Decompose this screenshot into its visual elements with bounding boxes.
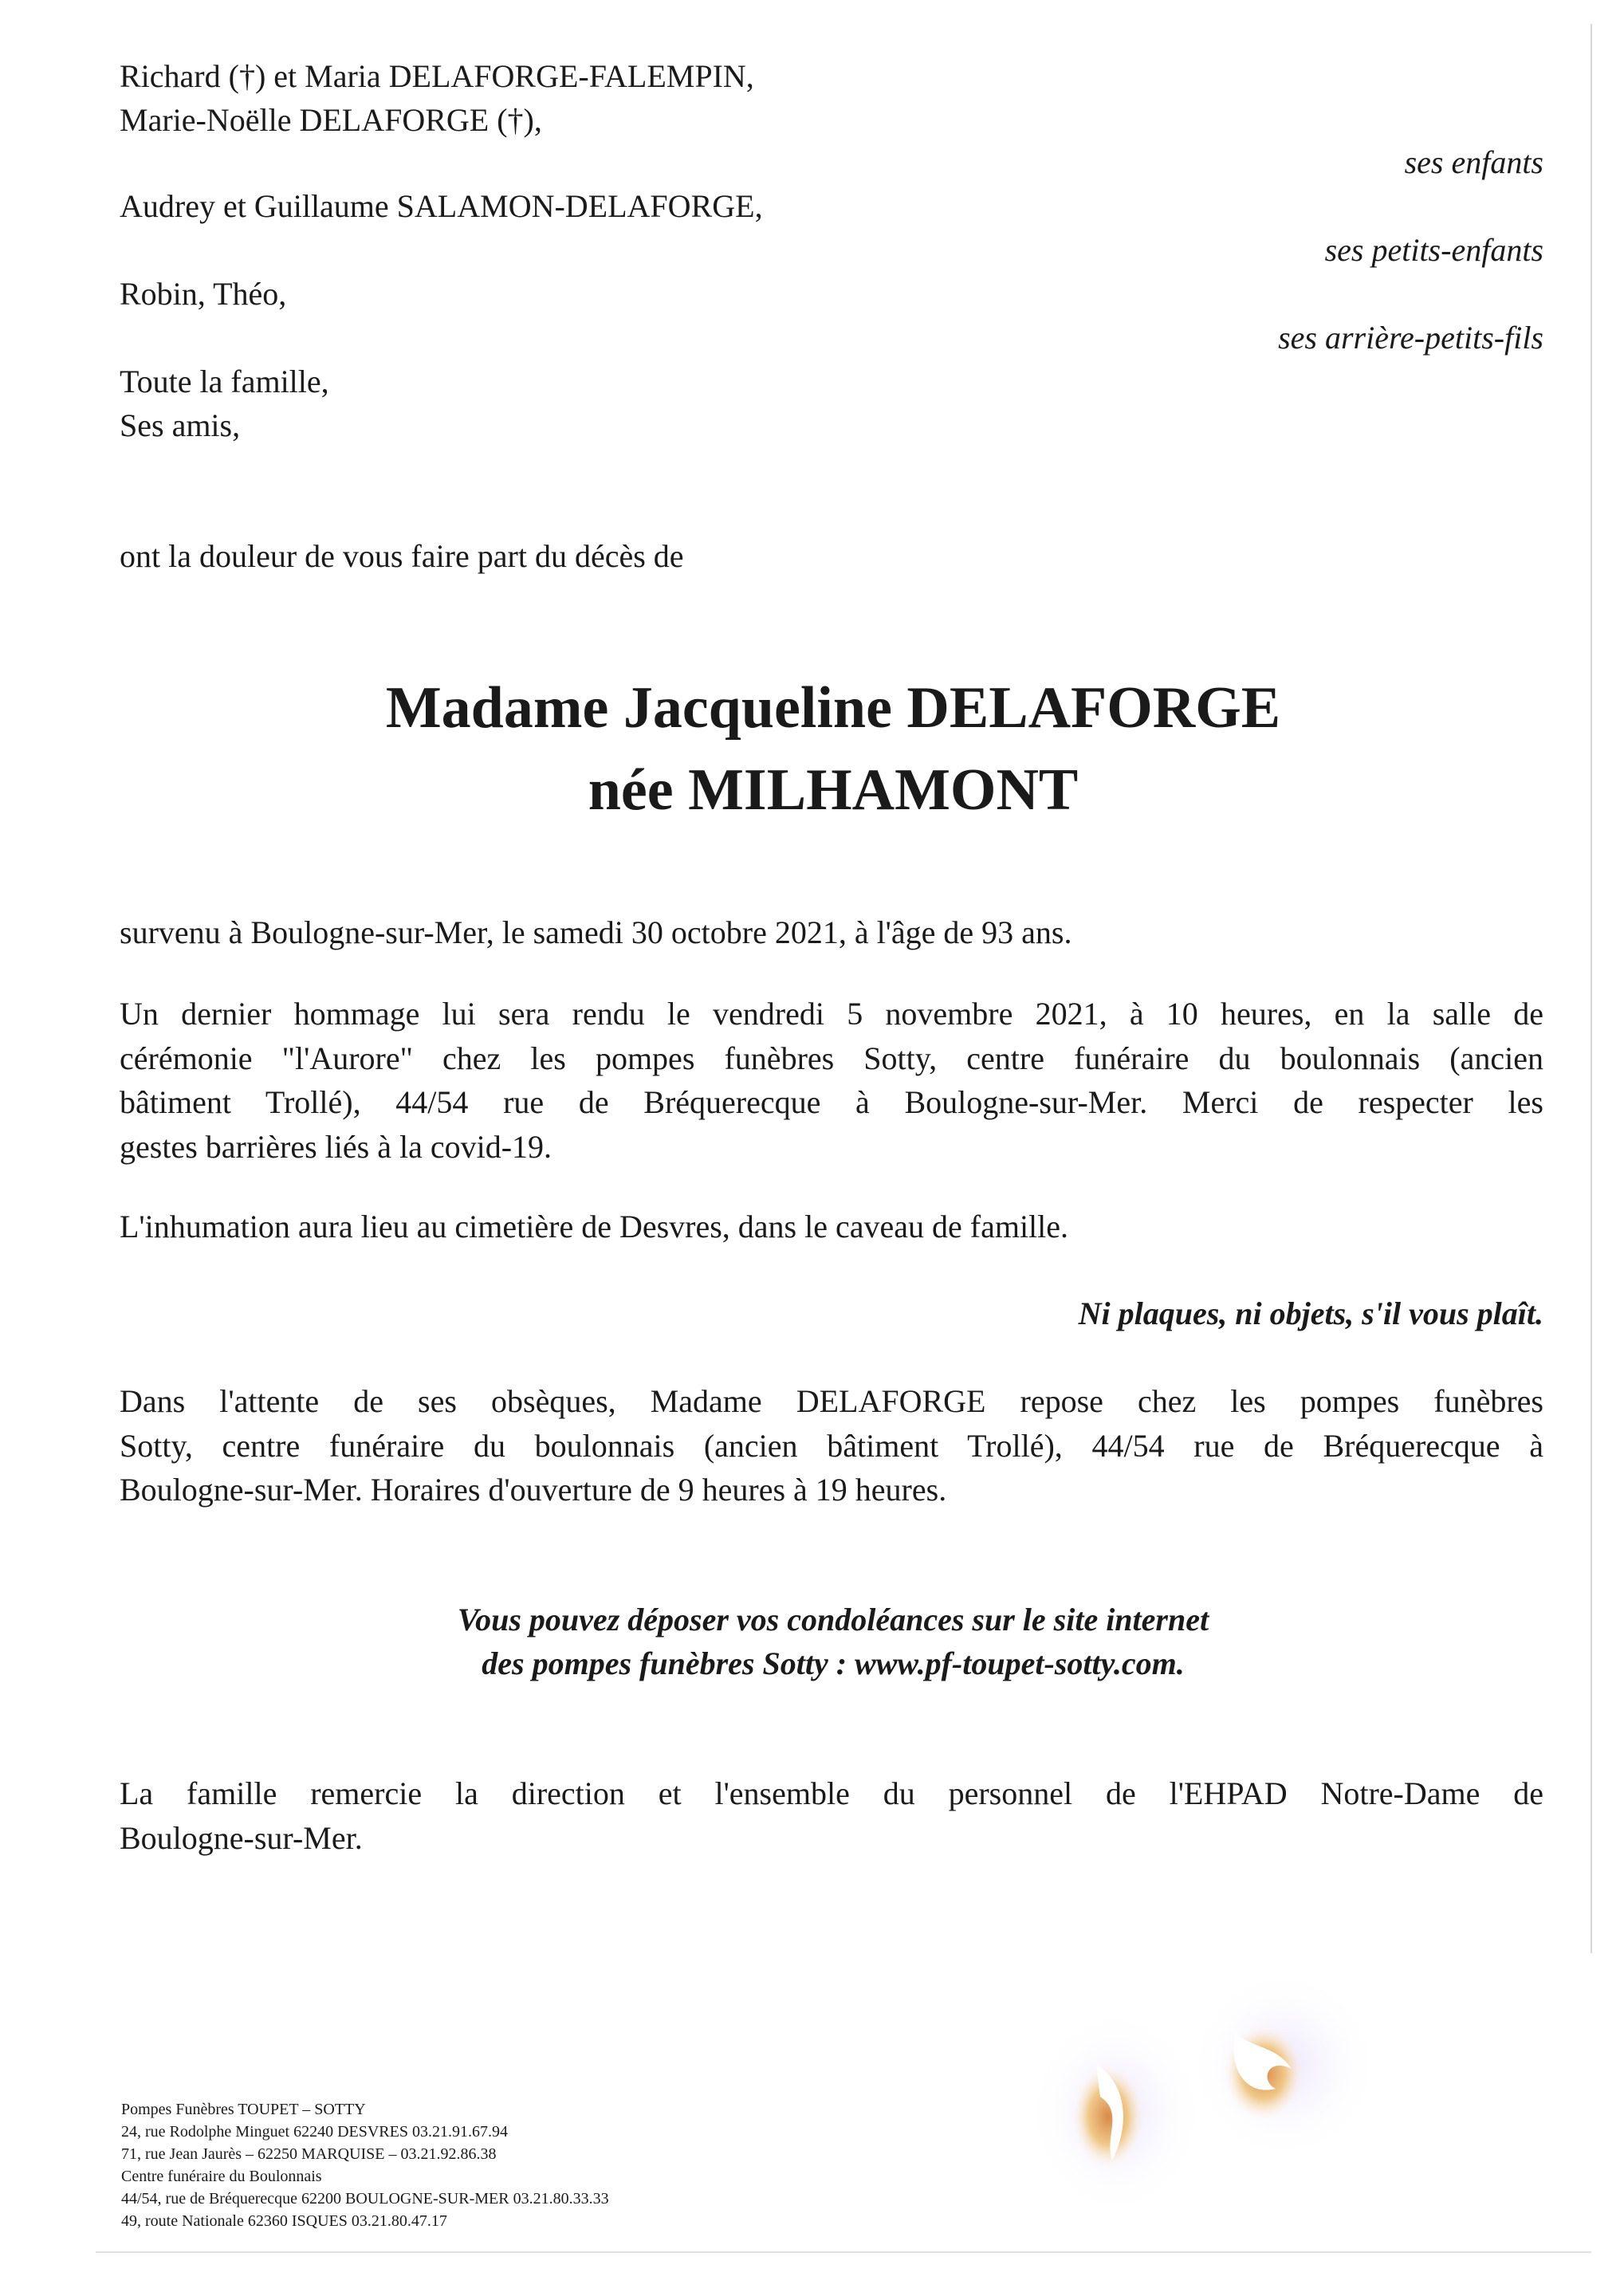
ceremony-line: gestes barrières liés à la covid-19. (120, 1128, 552, 1165)
deceased-name: Madame Jacqueline DELAFORGE (385, 675, 1281, 741)
death-text: survenu à Boulogne-sur-Mer, le samedi 30 octobre 2021, à l'âge de 93 ans. (120, 914, 1072, 950)
orchid-right (1188, 1977, 1379, 2160)
role-children: ses enfants (1404, 144, 1543, 180)
thanks-line: La famille remercie la direction et l'ensemble du personnel de l'EHPAD Notre-Dame de (120, 1775, 1543, 1811)
ceremony-line: bâtiment Trollé), 44/54 rue de Bréquerecque à Boulogne-sur-Mer. Merci de respecter les (120, 1084, 1543, 1120)
family-line: Ses amis, (120, 407, 241, 443)
viewing-line: Sotty, centre funéraire du boulonnais (ancien bâtiment Trollé), 44/54 rue de Bréquerecque à (120, 1427, 1543, 1464)
condolences-line: des pompes funèbres Sotty : www.pf-toupet-sotty.com. (482, 1645, 1185, 1681)
thanks-line: Boulogne-sur-Mer. (120, 1819, 363, 1856)
intro-text: ont la douleur de vous faire part du décès de (120, 538, 684, 574)
orchid-left (1036, 2009, 1204, 2216)
viewing-line: Dans l'attente de ses obsèques, Madame DELAFORGE repose chez les pompes funèbres (120, 1383, 1543, 1419)
ceremony-paragraph (120, 992, 1543, 1169)
footer-line: Centre funéraire du Boulonnais (121, 2168, 322, 2185)
orchid-flowers-image (1036, 1977, 1624, 2296)
ceremony-line: Un dernier hommage lui sera rendu le vendredi 5 novembre 2021, à 10 heures, en la salle de (120, 996, 1543, 1032)
viewing-paragraph (120, 1379, 1543, 1512)
no-flowers-note: Ni plaques, ni objets, s'il vous plaît. (1078, 1295, 1543, 1331)
burial-text: L'inhumation aura lieu au cimetière de Desvres, dans le caveau de famille. (120, 1209, 1069, 1244)
role-grandchildren: ses petits-enfants (1324, 232, 1543, 268)
family-line: Marie-Noëlle DELAFORGE (†), (120, 102, 542, 138)
thanks-paragraph (120, 1771, 1543, 1860)
family-line: Robin, Théo, (120, 276, 287, 312)
footer-line: 71, rue Jean Jaurès – 62250 MARQUISE – 03.21.92.86.38 (121, 2145, 497, 2163)
family-line: Audrey et Guillaume SALAMON-DELAFORGE, (120, 188, 763, 224)
footer-line: 44/54, rue de Bréquerecque 62200 BOULOGNE-SUR-MER 03.21.80.33.33 (121, 2190, 609, 2208)
footer-line: Pompes Funèbres TOUPET – SOTTY (121, 2101, 366, 2118)
footer-line: 49, route Nationale 62360 ISQUES 03.21.80.47.17 (121, 2212, 447, 2230)
family-line: Richard (†) et Maria DELAFORGE-FALEMPIN, (120, 58, 754, 94)
deceased-maiden-name: née MILHAMONT (588, 757, 1079, 823)
footer-line: 24, rue Rodolphe Minguet 62240 DESVRES 03.21.91.67.94 (121, 2123, 508, 2141)
family-line: Toute la famille, (120, 364, 329, 399)
ceremony-line: cérémonie "l'Aurore" chez les pompes funèbres Sotty, centre funéraire du boulonnais (ancien (120, 1040, 1543, 1076)
viewing-line: Boulogne-sur-Mer. Horaires d'ouverture de 9 heures à 19 heures. (120, 1472, 947, 1508)
funeral-home-footer (121, 2098, 609, 2232)
condolences-line: Vous pouvez déposer vos condoléances sur le site internet (457, 1602, 1209, 1637)
role-great-grandsons: ses arrière-petits-fils (1278, 320, 1543, 356)
